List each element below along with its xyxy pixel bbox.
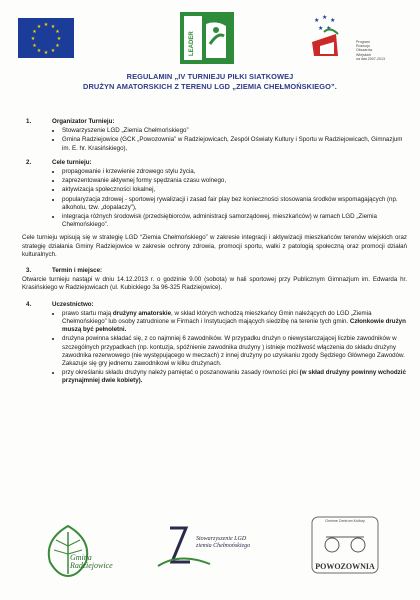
text-run-bold: Członkowie drużyn muszą być pełnoletni.	[62, 318, 406, 334]
section-3-heading	[22, 267, 407, 275]
svg-text:★: ★	[55, 43, 60, 49]
svg-text:★: ★	[50, 24, 56, 30]
list-item	[62, 369, 407, 385]
section-1-heading	[22, 118, 407, 126]
regulation-body	[22, 112, 407, 387]
document-title	[0, 72, 420, 92]
title-line-2: DRUŻYN AMATORSKICH Z TERENU LGD „ZIEMIA CHEŁMOŃSKIEGO”.	[83, 82, 337, 91]
lgd-text-2: ziemia Chełmońskiego	[196, 543, 251, 549]
svg-text:★: ★	[32, 29, 37, 35]
list-item	[62, 310, 407, 335]
section-title: Organizator Turnieju:	[52, 118, 115, 125]
lgd-text-1: Stowarzyszenie LGD	[196, 536, 247, 542]
section-2-heading	[22, 159, 407, 167]
svg-text:★: ★	[32, 43, 37, 49]
svg-text:★: ★	[314, 18, 320, 24]
powozownia-main-text: POWOZOWNIA	[315, 562, 375, 571]
svg-text:★: ★	[326, 26, 332, 32]
list-item: • aktywizacja społeczności lokalnej,	[62, 186, 407, 194]
prow-caption-line: na lata 2007-2013	[356, 56, 385, 61]
text-run: przy określaniu składu drużyny należy pamiętać o poszanowaniu zasady równości płci	[62, 369, 300, 377]
title-line-1: REGULAMIN „IV TURNIEJU PIŁKI SIATKOWEJ	[126, 72, 294, 81]
goals-list	[22, 168, 407, 229]
text-run: , w skład których wchodzą mieszkańcy Gmin należących do LGD „Ziemia Chełmońskiego” lub osoby zatrudnione w Firmach i Instytucjach mających siedzibę na terenie tych gmin.	[62, 309, 372, 326]
list-item: • Gmina Radziejowice (GCK „Powozownia” w Radziejowicach, Zespół Oświaty Kultury i Sportu w Radziejowicach, Gimnazjum im. E. hr. Krasińskiego),	[62, 136, 407, 152]
svg-text:★: ★	[55, 29, 60, 35]
svg-text:★: ★	[322, 15, 328, 21]
participation-list	[22, 310, 407, 386]
list-item: • zaprezentowanie aktywnej formy spędzania czasu wolnego,	[62, 177, 407, 185]
list-item: • drużyna powinna składać się, z co najmniej 6 zawodników. W przypadku drużyn o niewystarczającej liczbie zawodników w szczególnych przypadkach (np. kontuzja, spóźnienie zawodnika drużyny ) istnieje możliwość włączenia do składu drużyny zawodnika rezerwowego (nie występującego w meczach) z innej drużyny po uzyskaniu zgody Sędziego Głównego Zawodów. Zakazuje się gry jednemu zawodnikowi w kilku drużynach.	[62, 335, 407, 368]
text-run-bold: (w skład drużyny powinny wchodzić przynajmniej dwie kobiety).	[62, 369, 406, 385]
gmina-text-1: Gmina	[70, 553, 92, 562]
section-title: Cele turnieju:	[52, 158, 92, 166]
organizers-list	[22, 127, 407, 153]
svg-text:★: ★	[36, 48, 42, 54]
svg-text:★: ★	[56, 36, 62, 42]
prow-caption-line: Obszarów	[356, 48, 373, 53]
leader-label: LEADER	[189, 31, 195, 56]
section-title: Uczestnictwo:	[52, 300, 94, 308]
svg-text:★: ★	[30, 36, 36, 42]
svg-text:★: ★	[50, 48, 56, 54]
list-item: • popularyzacja zdrowej - sportowej rywalizacji i zasad fair play bez konieczności stosowania środków wspomagających (np. alkoholu, tzw. „dopalaczy”),	[62, 196, 407, 212]
powozownia-top-text: Gminne Centrum Kultury	[325, 519, 365, 523]
section-4-heading	[22, 301, 407, 309]
section-number: 1.	[26, 118, 32, 125]
section-title: Termin i miejsce:	[52, 267, 103, 275]
lgd-logo-text	[196, 536, 250, 550]
svg-text:★: ★	[318, 26, 324, 32]
gmina-radziejowice-logo	[38, 522, 98, 582]
leader-logo	[176, 10, 238, 66]
gmina-logo-text	[70, 554, 113, 570]
text-run: prawo startu mają	[62, 309, 113, 317]
svg-text:★: ★	[43, 22, 49, 28]
prow-caption-line: Rozwoju	[356, 44, 370, 49]
svg-text:★: ★	[43, 50, 49, 56]
section-number: 4.	[26, 300, 32, 308]
prow-caption	[356, 40, 416, 61]
section-number: 2.	[26, 158, 32, 166]
gmina-text-2: Radziejowice	[70, 561, 113, 570]
goals-paragraph: Cele turnieju wpisują się w strategię LGD “Ziemia Chełmońskiego” w zakresie integracji i aktywizacji mieszkańców terenów wiejskich oraz strategię działania Gminy Radziejowice w zakresie ochrony zdrowia, promocji sportu, walki z patologią społeczną oraz promocji działań kulturalnych.	[22, 234, 407, 258]
eu-flag-logo	[18, 18, 74, 58]
svg-text:★: ★	[330, 18, 336, 24]
svg-text:★: ★	[36, 24, 42, 30]
prow-caption-line: Program	[356, 40, 370, 44]
list-item: • integracja różnych środowisk (przedsiębiorców, administracji samorządowej, mieszkańców) w ramach LGD „Ziemia Chełmońskiego”.	[62, 213, 407, 229]
list-item: • propagowanie i krzewienie zdrowego stylu życia,	[62, 168, 407, 176]
section-number: 3.	[26, 267, 32, 275]
text-run-bold: drużyny amatorskie	[112, 309, 172, 317]
prow-caption-line: Wiejskich	[356, 52, 372, 57]
list-item: • Stowarzyszenie LGD „Ziemia Chełmońskiego”	[62, 127, 407, 135]
date-place-paragraph: Otwarcie turnieju nastąpi w dniu 14.12.2013 r. o godzinie 9.00 (sobota) w hali sportowej przy Publicznym Gimnazjum im. Edwarda hr. Krasińskiego w Radziejowicach (ul. Kubickiego 3a 96-325 Radziejowice).	[22, 276, 407, 292]
